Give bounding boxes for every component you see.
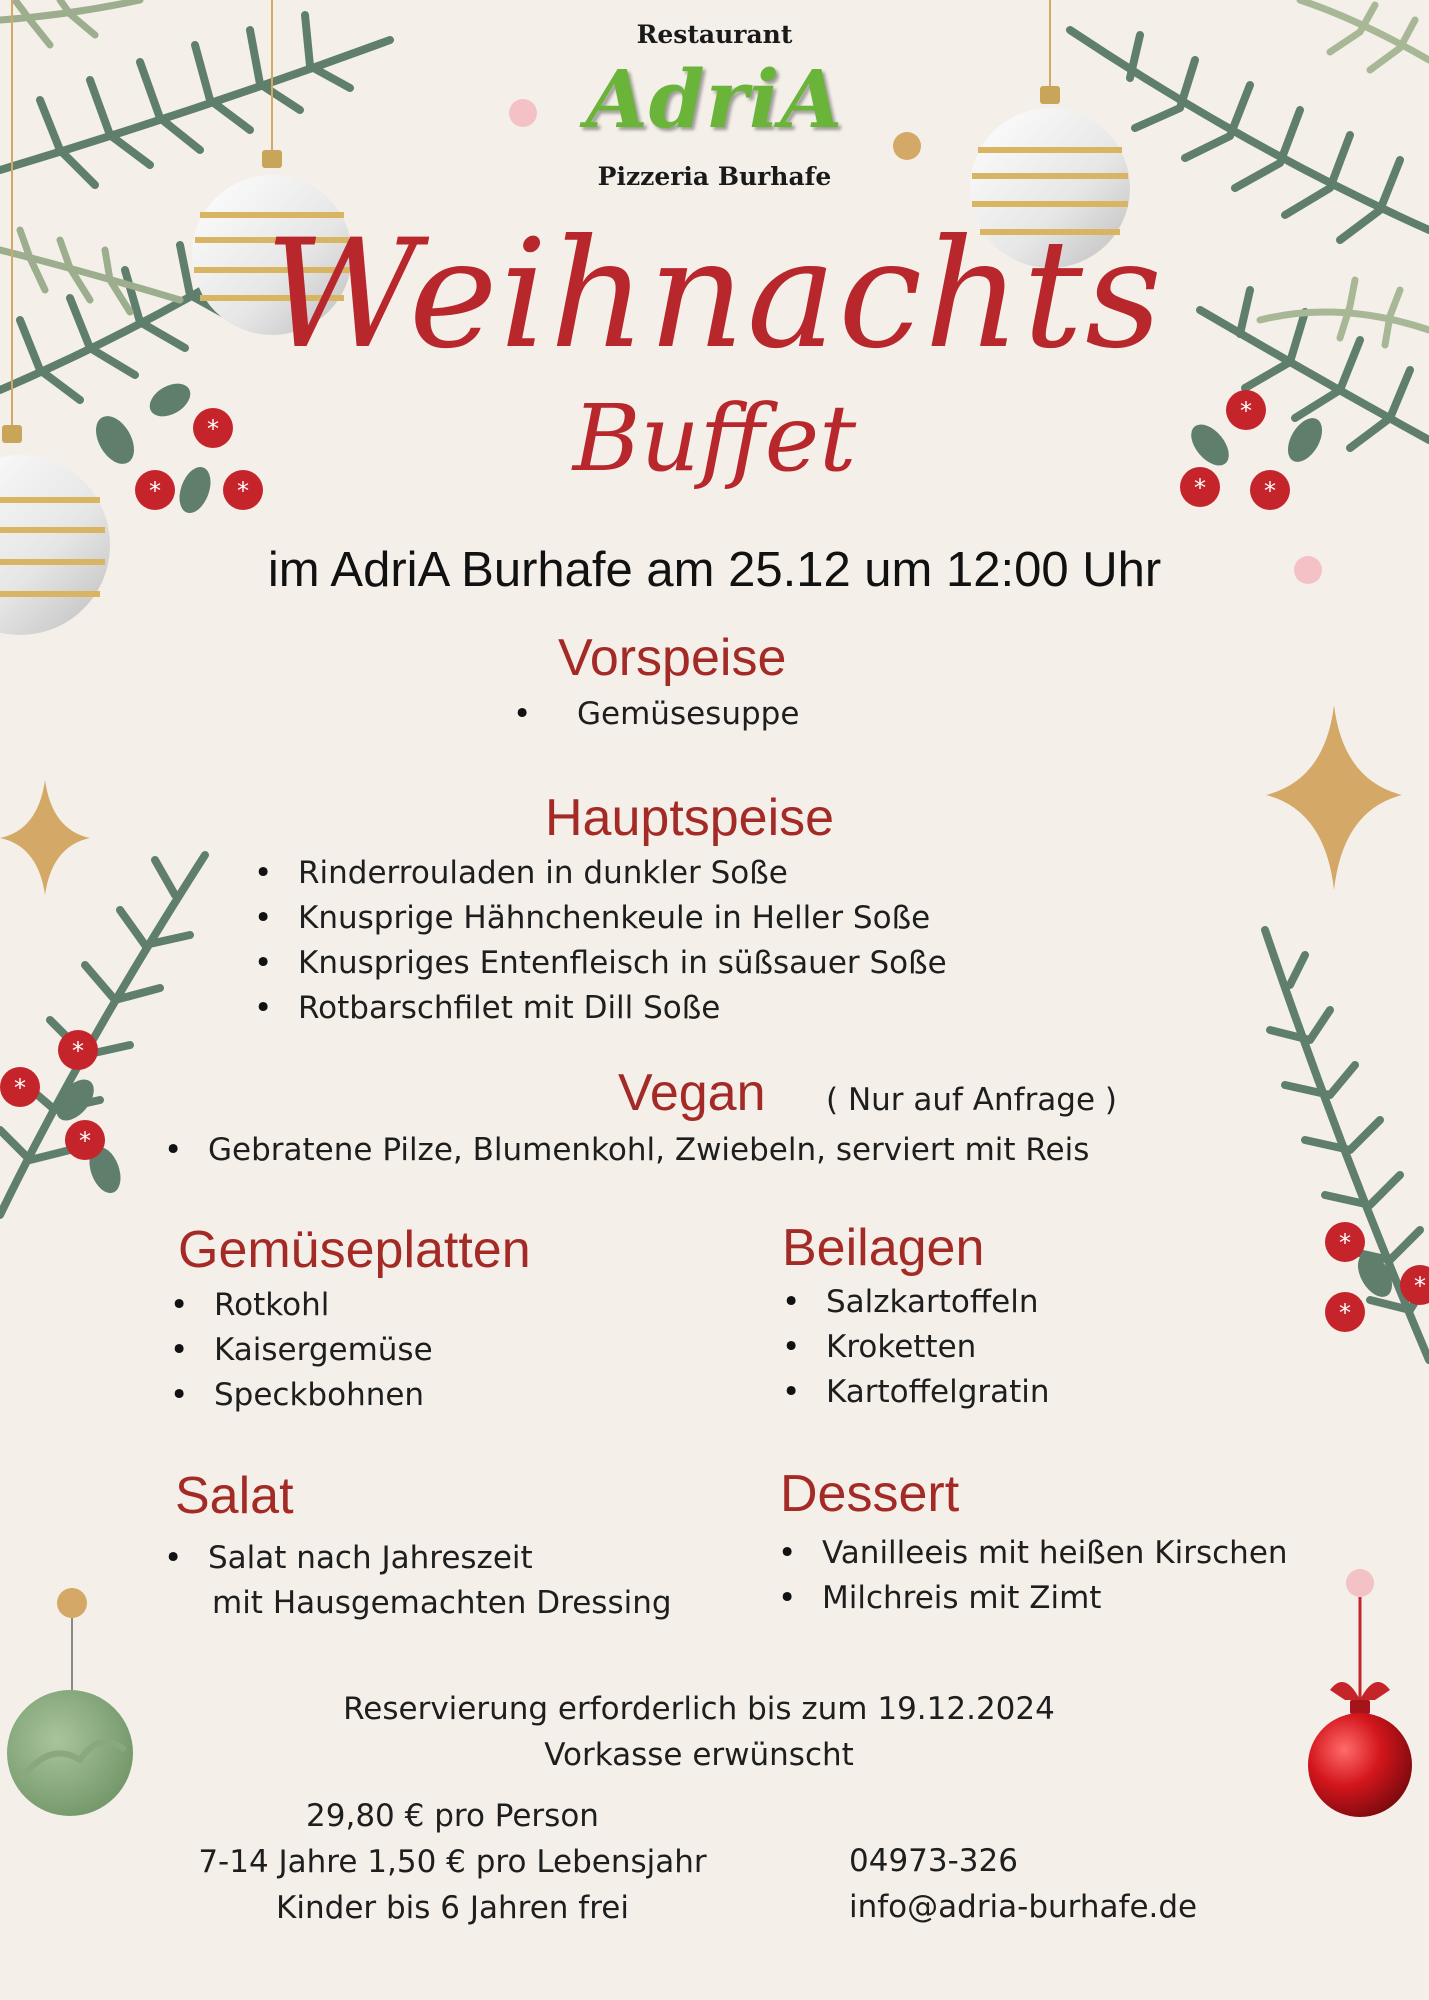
svg-text:*: * [1414,1272,1426,1300]
svg-text:*: * [1339,1299,1351,1327]
price-adult: 29,80 € pro Person [306,1798,599,1834]
price-kids-free: Kinder bis 6 Jahren frei [276,1890,629,1926]
list-item: • Vanilleeis mit heißen Kirschen [778,1531,1288,1576]
list-vegan [164,1128,1089,1173]
list-item: • Gemüsesuppe [513,692,799,737]
star-left [0,780,90,895]
svg-text:*: * [1264,477,1276,505]
star-right [1266,705,1402,890]
svg-text:*: * [1194,474,1206,502]
list-item: • Knuspriges Entenfleisch in süßsauer Soße [254,941,947,986]
contact-block [849,1838,1197,1930]
reservation-block [0,1686,1398,1778]
brand-restaurant-label: Restaurant [636,20,793,49]
list-item: • Salzkartoffeln [782,1280,1050,1325]
svg-text:*: * [149,477,161,505]
brand-logo: AdriA [585,52,844,146]
svg-text:*: * [79,1127,91,1155]
svg-text:*: * [1240,397,1252,425]
title-weihnachts: Weihnachts [264,208,1165,382]
list-item: • Rotbarschfilet mit Dill Soße [254,986,947,1031]
reservation-prepayment: Vorkasse erwünscht [544,1737,854,1773]
svg-text:*: * [1339,1229,1351,1257]
contact-email[interactable]: info@adria-burhafe.de [849,1889,1198,1925]
list-salat [164,1536,672,1626]
heading-gemueseplatten: Gemüseplatten [178,1221,531,1279]
list-item: • Rotkohl [170,1283,433,1328]
vegan-note: ( Nur auf Anfrage ) [826,1082,1118,1118]
list-item: • Speckbohnen [170,1373,433,1418]
list-hauptspeise [254,851,947,1031]
salat-line-2: mit Hausgemachten Dressing [212,1585,672,1621]
list-item: • Knusprige Hähnchenkeule in Heller Soße [254,896,947,941]
salat-line-1: Salat nach Jahreszeit [208,1540,533,1576]
list-item: • Kroketten [782,1325,1050,1370]
svg-text:*: * [72,1037,84,1065]
heading-beilagen: Beilagen [782,1219,985,1277]
brand-subtitle: Pizzeria Burhafe [597,162,832,191]
heading-salat: Salat [175,1467,294,1525]
reservation-deadline: Reservierung erforderlich bis zum 19.12.2024 [343,1691,1055,1727]
contact-phone[interactable]: 04973-326 [849,1843,1018,1879]
svg-text:*: * [14,1074,26,1102]
list-item: • Kartoffelgratin [782,1370,1050,1415]
heading-hauptspeise: Hauptspeise [545,789,835,847]
svg-text:*: * [207,415,219,443]
price-children: 7-14 Jahre 1,50 € pro Lebensjahr [198,1844,707,1880]
list-item: • Kaisergemüse [170,1328,433,1373]
list-vorspeise [513,692,799,737]
list-beilagen [782,1280,1050,1415]
list-item: • Rinderrouladen in dunkler Soße [254,851,947,896]
list-dessert [778,1531,1288,1621]
title-buffet: Buffet [572,385,857,492]
list-item: • Milchreis mit Zimt [778,1576,1288,1621]
svg-text:*: * [237,477,249,505]
heading-vorspeise: Vorspeise [558,629,787,687]
heading-vegan: Vegan [618,1064,766,1122]
list-item: • Gebratene Pilze, Blumenkohl, Zwiebeln, serviert mit Reis [164,1128,1089,1173]
list-item [164,1536,672,1626]
list-gemueseplatten [170,1283,433,1418]
pricing-block [130,1793,775,1931]
heading-dessert: Dessert [780,1465,960,1523]
event-subtitle: im AdriA Burhafe am 25.12 um 12:00 Uhr [267,543,1162,597]
